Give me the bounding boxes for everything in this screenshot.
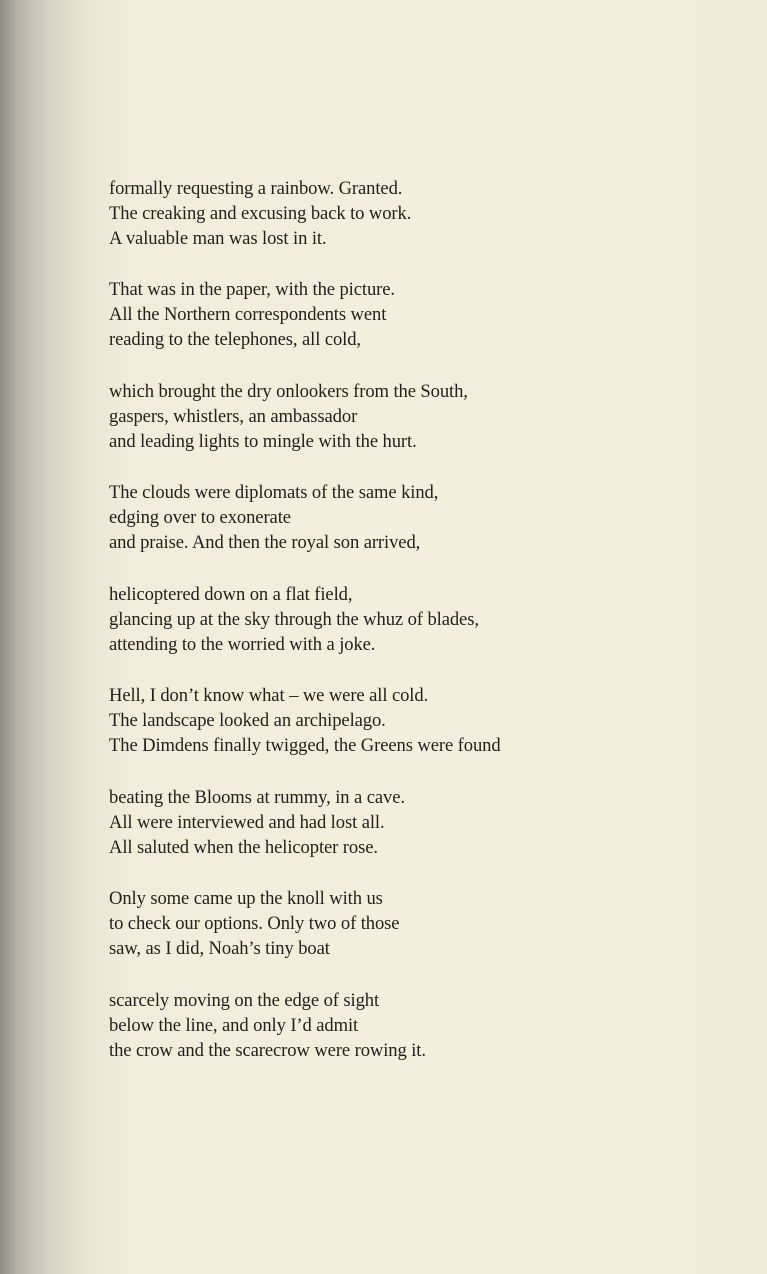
poem-line: All saluted when the helicopter rose. — [109, 837, 378, 858]
poem-line: The creaking and excusing back to work. — [109, 203, 412, 224]
poem-line: to check our options. Only two of those — [109, 913, 400, 934]
stanza — [109, 988, 749, 1063]
poem-line: and praise. And then the royal son arrived, — [109, 532, 421, 553]
stanza — [109, 886, 749, 961]
poem-line: gaspers, whistlers, an ambassador — [109, 406, 358, 427]
stanza — [109, 480, 749, 555]
poem-line: beating the Blooms at rummy, in a cave. — [109, 787, 405, 808]
stanza — [109, 176, 749, 251]
stanza — [109, 379, 749, 454]
poem-line: formally requesting a rainbow. Granted. — [109, 178, 403, 199]
poem-line: the crow and the scarecrow were rowing it. — [109, 1040, 426, 1061]
poem-line: helicoptered down on a flat field, — [109, 584, 353, 605]
stanza — [109, 277, 749, 352]
stanza — [109, 785, 749, 860]
poem-line: below the line, and only I’d admit — [109, 1015, 359, 1036]
poem-line: Only some came up the knoll with us — [109, 888, 383, 909]
poem-line: A valuable man was lost in it. — [109, 228, 327, 249]
poem-line: Hell, I don’t know what – we were all cold. — [109, 685, 429, 706]
poem-line: scarcely moving on the edge of sight — [109, 990, 380, 1011]
stanza — [109, 582, 749, 657]
poem-line: That was in the paper, with the picture. — [109, 279, 395, 300]
poem-line: attending to the worried with a joke. — [109, 634, 376, 655]
poem-line: All were interviewed and had lost all. — [109, 812, 385, 833]
poem-line: The landscape looked an archipelago. — [109, 710, 386, 731]
poem-line: glancing up at the sky through the whuz of blades, — [109, 609, 479, 630]
poem-line: The clouds were diplomats of the same kind, — [109, 482, 439, 503]
poem-line: reading to the telephones, all cold, — [109, 329, 361, 350]
poem-line: All the Northern correspondents went — [109, 304, 387, 325]
stanza — [109, 683, 749, 758]
poem-line: The Dimdens finally twigged, the Greens were found — [109, 735, 501, 756]
poem-line: which brought the dry onlookers from the South, — [109, 381, 468, 402]
poem-body — [109, 176, 749, 1063]
poem-line: saw, as I did, Noah’s tiny boat — [109, 938, 330, 959]
poem-line: and leading lights to mingle with the hurt. — [109, 431, 417, 452]
poem-line: edging over to exonerate — [109, 507, 291, 528]
